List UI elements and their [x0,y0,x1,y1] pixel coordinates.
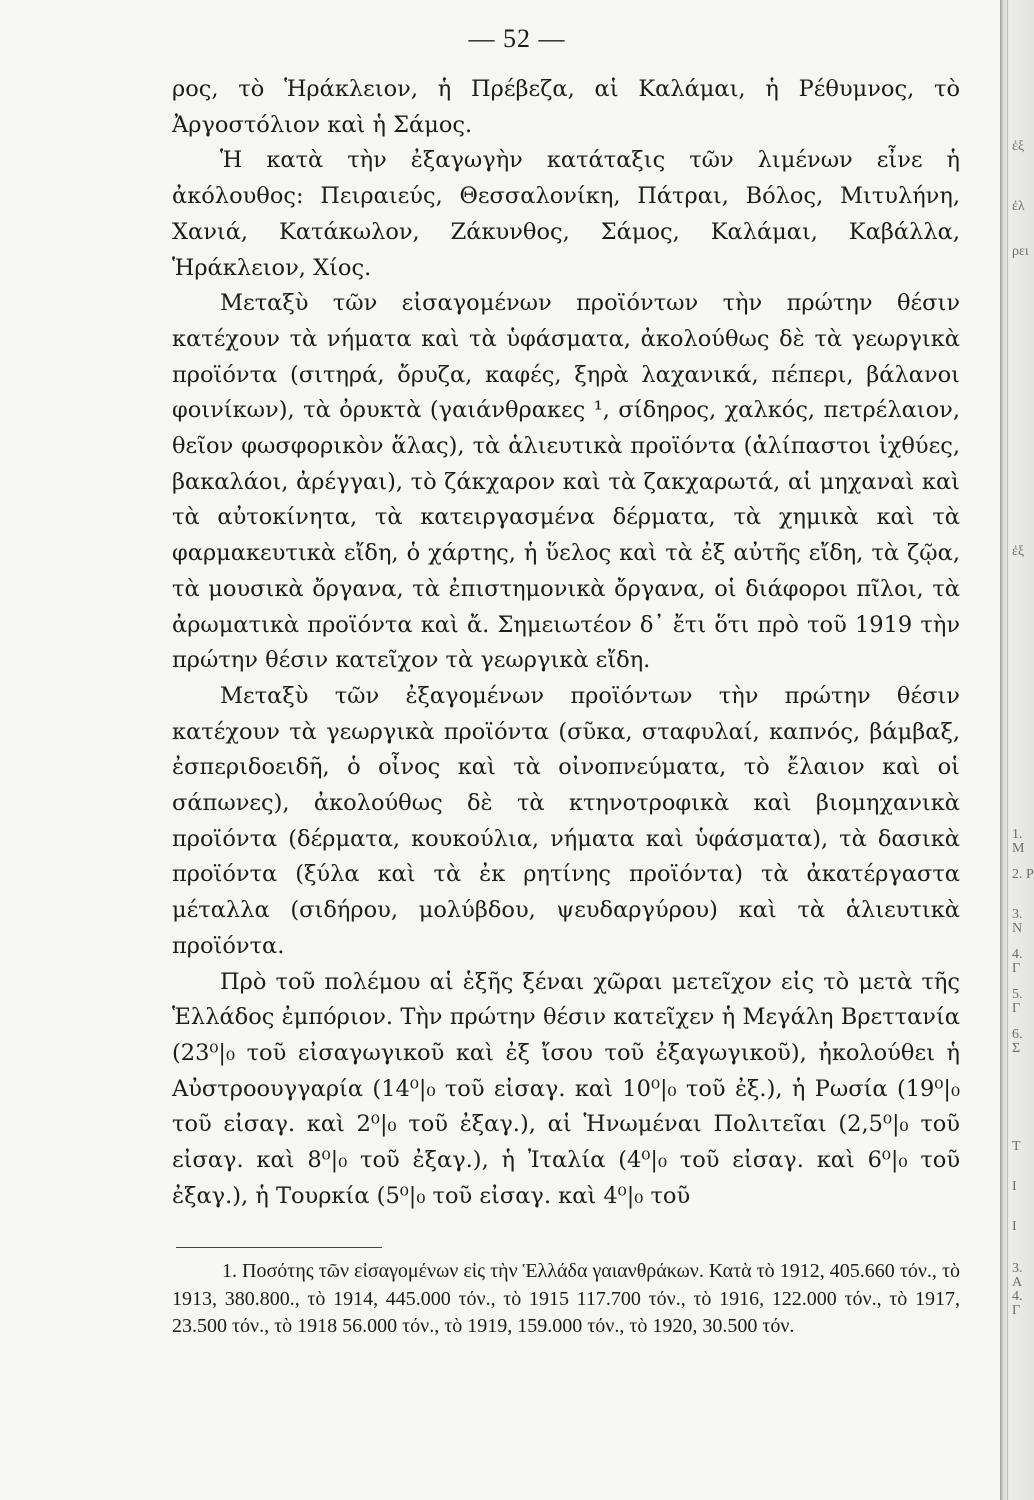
facing-page-mark: 3. Ν [1012,907,1023,936]
facing-page-mark: ἐξ [1012,139,1025,154]
facing-page-mark: 6. Σ [1012,1027,1023,1056]
paragraph: Μεταξὺ τῶν εἰσαγομένων προϊόντων τὴν πρώτην θέσιν κατέχουν τὰ νήματα καὶ τὰ ὑφάσματα, ἀκολούθως δὲ τὰ γεωργικὰ προϊόντα (σιτηρά, ὄρυζα, καφές, ξηρὰ λαχανικά, πέπερι, βάλανοι φοινίκων), τὰ ὀρυκτὰ (γαιάνθρακες ¹, σίδηρος, χαλκός, πετρέλαιον, θεῖον φωσφορικὸν ἅλας), τὰ ἁλιευτικὰ προϊόντα (ἁλίπαστοι ἰχθύες, βακαλάοι, ἀρέγγαι), τὸ ζάκχαρον καὶ τὰ ζακχαρωτά, αἱ μηχαναὶ καὶ τὰ αὐτοκίνητα, τὰ κατειργασμένα δέρματα, τὰ χημικὰ καὶ τὰ φαρμακευτικὰ εἴδη, ὁ χάρτης, ἡ ὕελος καὶ τὰ ἐξ αὐτῆς εἴδη, τὰ ζῷα, τὰ μουσικὰ ὄργανα, τὰ ἐπιστημονικὰ ὄργανα, οἱ διάφοροι πῖλοι, τὰ ἀρωματικὰ προϊόντα καὶ ἄ. Σημειωτέον δ᾽ ἔτι ὅτι πρὸ τοῦ 1919 τὴν πρώτην θέσιν κατεῖχον τὰ γεωργικὰ εἴδη. [172,290,960,674]
facing-page-mark: 1. Μ [1012,827,1025,856]
facing-page-mark: ἐλ [1012,199,1025,214]
facing-page-mark: 2. Ρ [1012,867,1034,882]
facing-page-mark: 5. Γ [1012,987,1023,1016]
paragraph: Μεταξὺ τῶν ἐξαγομένων προϊόντων τὴν πρώτην θέσιν κατέχουν τὰ γεωργικὰ προϊόντα (σῦκα, σταφυλαί, καπνός, βάμβαξ, ἐσπεριδοειδῆ, ὁ οἶνος καὶ τὰ οἰνοπνεύματα, τὸ ἔλαιον καὶ οἱ σάπωνες), ἀκολούθως δὲ τὰ κτηνοτροφικὰ καὶ βιομηχανικὰ προϊόντα (δέρματα, κουκούλια, νήματα καὶ ὑφάσματα), τὰ δασικὰ προϊόντα (ξύλα καὶ τὰ ἐκ ρητίνης προϊόντα) τὰ ἀκατέργαστα μέταλλα (σιδήρου, μολύβδου, ψευδαργύρου) καὶ τὰ ἁλιευτικὰ προϊόντα. [172,682,960,959]
paragraph: Ἡ κατὰ τὴν ἐξαγωγὴν κατάταξις τῶν λιμένων εἶνε ἡ ἀκόλουθος: Πειραιεύς, Θεσσαλονίκη, Πάτραι, Βόλος, Μιτυλήνη, Χανιά, Κατάκωλον, Ζάκυνθος, Σάμος, Καλάμαι, Καβάλλα, Ἡράκλειον, Χίος. [172,147,960,281]
page-number: — 52 — [468,24,566,53]
facing-page-edge [1000,0,1034,1500]
footnote-divider [176,1247,382,1248]
facing-page-mark: Ι [1012,1179,1017,1194]
paragraph: ρος, τὸ Ἡράκλειον, ἡ Πρέβεζα, αἱ Καλάμαι, ἡ Ρέθυμνος, τὸ Ἀργοστόλιον καὶ ἡ Σάμος. [172,76,960,138]
facing-page-mark: 4. Γ [1012,947,1023,976]
facing-page-mark: Τ [1012,1139,1021,1154]
facing-page-mark: ρει [1012,244,1029,259]
footnote: 1. Ποσότης τῶν εἰσαγομένων εἰς τὴν Ἑλλάδα γαιανθράκων. Κατὰ τὸ 1912, 405.660 τόν., τὸ 1913, 380.800., τὸ 1914, 445.000 τόν., τὸ 1915 117.700 τόν., τὸ 1916, 122.000 τόν., τὸ 1917, 23.500 τόν., τὸ 1918 56.000 τόν., τὸ 1919, 159.000 τόν., τὸ 1920, 30.500 τόν. [172,1260,960,1337]
paragraph: Πρὸ τοῦ πολέμου αἱ ἑξῆς ξέναι χῶραι μετεῖχον εἰς τὸ μετὰ τῆς Ἑλλάδος ἐμπόριον. Τὴν πρώτην θέσιν κατεῖχεν ἡ Μεγάλη Βρεττανία (23⁰|₀ τοῦ εἰσαγωγικοῦ καὶ ἐξ ἴσου τοῦ ἐξαγωγικοῦ), ἠκολούθει ἡ Αὐστροουγγαρία (14⁰|₀ τοῦ εἰσαγ. καὶ 10⁰|₀ τοῦ ἐξ.), ἡ Ρωσία (19⁰|₀ τοῦ εἰσαγ. καὶ 2⁰|₀ τοῦ ἐξαγ.), αἱ Ἡνωμέναι Πολιτεῖαι (2,5⁰|₀ τοῦ εἰσαγ. καὶ 8⁰|₀ τοῦ ἐξαγ.), ἡ Ἰταλία (4⁰|₀ τοῦ εἰσαγ. καὶ 6⁰|₀ τοῦ ἐξαγ.), ἡ Τουρκία (5⁰|₀ τοῦ εἰσαγ. καὶ 4⁰|₀ τοῦ [172,968,960,1209]
body-text [172,72,960,1215]
facing-page-mark: 3. Α [1012,1261,1023,1290]
binding-line [1007,0,1008,1500]
facing-page-mark: 4. Γ [1012,1289,1023,1318]
facing-page-mark: Ι [1012,1219,1017,1234]
facing-page-mark: ἐξ [1012,544,1025,559]
